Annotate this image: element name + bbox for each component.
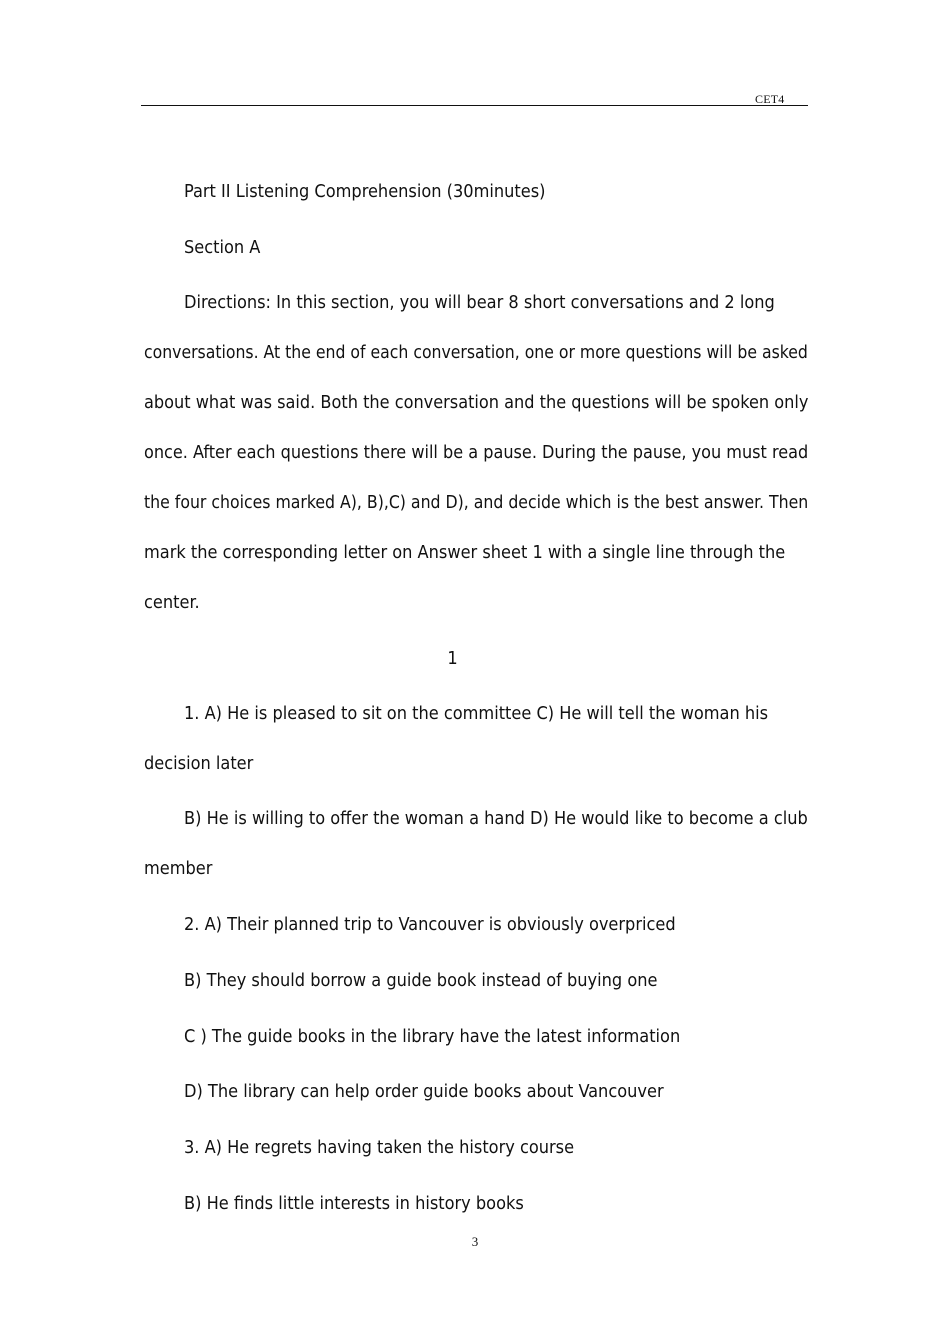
question-line: 1. A) He is pleased to sit on the committee C) He will tell the woman his (184, 703, 769, 724)
question-line: B) He is willing to offer the woman a hand D) He would like to become a club (184, 808, 808, 829)
directions-line: the four choices marked A), B),C) and D), and decide which is the best answer. Then (144, 492, 809, 513)
header-label: CET4 (755, 92, 785, 106)
directions-line: about what was said. Both the conversation and the questions will be spoken only (144, 392, 809, 413)
question-line: decision later (144, 753, 254, 774)
question-line: 2. A) Their planned trip to Vancouver is obviously overpriced (184, 914, 676, 935)
directions-line: once. After each questions there will be a pause. During the pause, you must read (144, 442, 809, 463)
question-line: 3. A) He regrets having taken the history course (184, 1137, 575, 1158)
section-title: Section A (184, 237, 261, 258)
directions-line: mark the corresponding letter on Answer sheet 1 with a single line through the (144, 542, 786, 563)
directions-line: center. (144, 592, 200, 613)
directions-line: conversations. At the end of each conversation, one or more questions will be asked (144, 342, 808, 363)
question-line: D) The library can help order guide books about Vancouver (184, 1081, 664, 1102)
question-line: member (144, 858, 213, 879)
group-number: 1 (447, 648, 458, 669)
directions-line: Directions: In this section, you will bear 8 short conversations and 2 long (184, 292, 775, 313)
part-title: Part II Listening Comprehension (30minutes) (184, 181, 546, 202)
question-line: B) He finds little interests in history books (184, 1193, 524, 1214)
question-line: B) They should borrow a guide book instead of buying one (184, 970, 658, 991)
page-number: 3 (471, 1234, 479, 1249)
header-rule (141, 105, 808, 106)
question-line: C ) The guide books in the library have the latest information (184, 1026, 681, 1047)
